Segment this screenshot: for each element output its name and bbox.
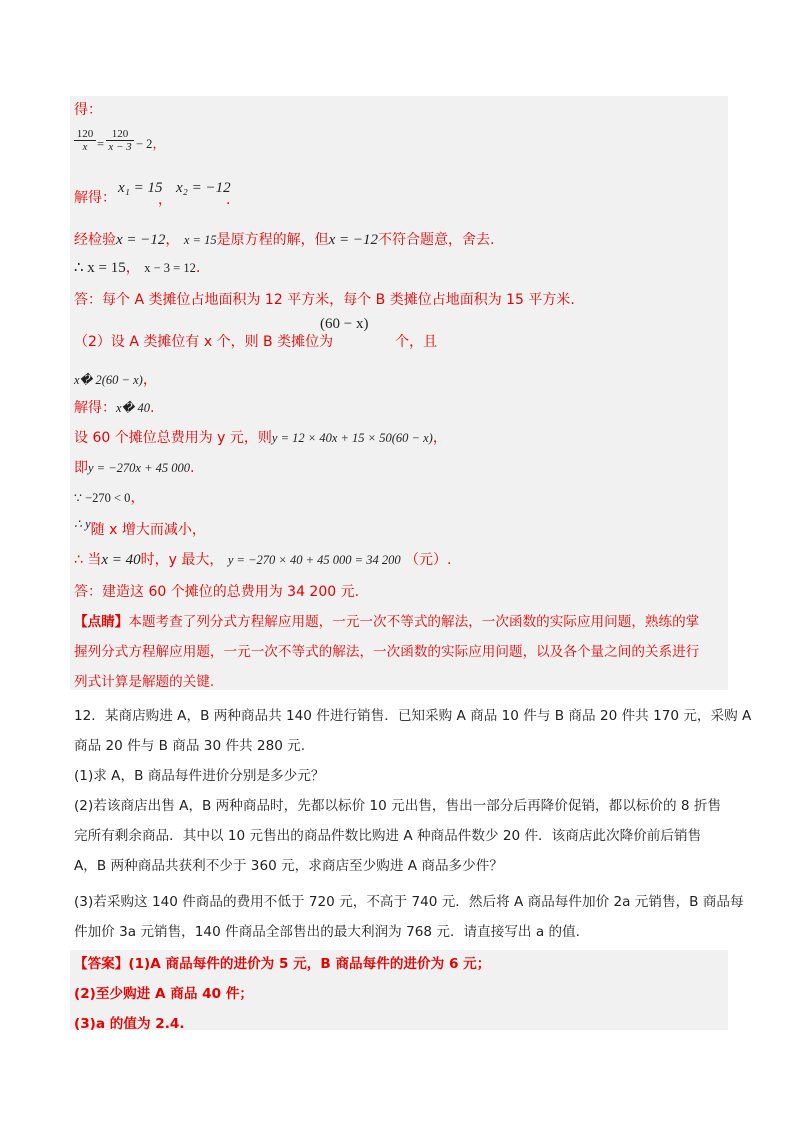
eq-frac-rhs: $\frac{120}{x - 3}$ [106, 128, 134, 153]
root-sep: ， [158, 192, 172, 208]
solution-de: 得： [74, 102, 102, 118]
answer-line-2: (2)至少购进 A 商品 40 件； [74, 986, 254, 1002]
question-2-line-1: (2)若该商店出售 A，B 两种商品时，先都以标价 10 元出售，售出一部分后再降价促销，都以标价的 8 折售 [74, 798, 722, 814]
answer-line-3: (3)a 的值为 2.4. [74, 1016, 185, 1032]
inequality-line: x� 2(60 − x)， [74, 372, 157, 388]
dianjing-line-1: 【点睛】本题考查了列分式方程解应用题，一元一次不等式的解法，一次函数的实际应用问题，熟练的掌 [74, 614, 700, 630]
root-1: x₁ = 15 [118, 180, 163, 196]
p2-line: （2）设 A 类摊位有 x 个，则 B 类摊位为 个，且 [74, 334, 438, 350]
therefore-line-3: ∴ 当x = 40时，y 最大， y = −270 × 40 + 45 000 = 34 200 （元）. [74, 552, 452, 568]
dianjing-line-2: 握列分式方程解应用题，一元一次不等式的解法，一次函数的实际应用问题，以及各个量之间的关系进行 [74, 644, 700, 660]
root-end: . [226, 192, 231, 208]
p2-expr: (60 − x) [320, 316, 369, 332]
dianjing-line-3: 列式计算是解题的关键. [74, 674, 215, 690]
question-3-line-2: 件加价 3a 元销售，140 件商品全部售出的最大利润为 768 元．请直接写出 a 的值. [74, 924, 580, 940]
solution-jiede1: 解得： [74, 190, 116, 206]
answer-cost-line: 答：建造这 60 个摊位的总费用为 34 200 元. [74, 584, 360, 600]
question-2-line-2: 完所有剩余商品．其中以 10 元售出的商品件数比购进 A 种商品件数少 20 件．该商店此次降价前后销售 [74, 828, 702, 844]
answer-area-line: 答：每个 A 类摊位占地面积为 12 平方米，每个 B 类摊位占地面积为 15 平方米. [74, 292, 575, 308]
problem12-line-1: 12．某商店购进 A，B 两种商品共 140 件进行销售．已知采购 A 商品 10 件与 B 商品 20 件共 170 元，采购 A [74, 708, 752, 724]
therefore-line-2: ∴ y随 x 增大而减小， [74, 517, 206, 538]
answer-line-1: 【答案】(1)A 商品每件的进价为 5 元，B 商品每件的进价为 6 元； [74, 956, 491, 972]
root-2: x₂ = −12 [176, 180, 231, 196]
therefore-line-1: ∴ x = 15， x − 3 = 12. [74, 260, 201, 276]
question-3-line-1: (3)若采购这 140 件商品的费用不低于 720 元，不高于 740 元．然后将 A 商品每件加价 2a 元销售，B 商品每 [74, 894, 744, 910]
cost-line: 设 60 个摊位总费用为 y 元，则y = 12 × 40x + 15 × 50(60 − x)， [74, 430, 447, 446]
inequality-solution: 解得：x� 40. [74, 400, 155, 416]
question-2-line-3: A，B 两种商品共获利不少于 360 元，求商店至少购进 A 商品多少件？ [74, 858, 503, 874]
because-line: ∵ −270 < 0， [74, 490, 145, 506]
eq-equals: = [97, 137, 105, 151]
problem12-line-2: 商品 20 件与 B 商品 30 件共 280 元. [74, 738, 306, 754]
eq-rest: − 2， [136, 137, 165, 151]
eq-frac-lhs: $\frac{120}{x}$ [74, 128, 96, 153]
question-1: (1)求 A，B 商品每件进价分别是多少元？ [74, 768, 325, 784]
ji-line: 即y = −270x + 45 000. [74, 460, 195, 476]
check-line: 经检验x = −12， x = 15是原方程的解，但x = −12不符合题意，舍去. [74, 232, 495, 248]
